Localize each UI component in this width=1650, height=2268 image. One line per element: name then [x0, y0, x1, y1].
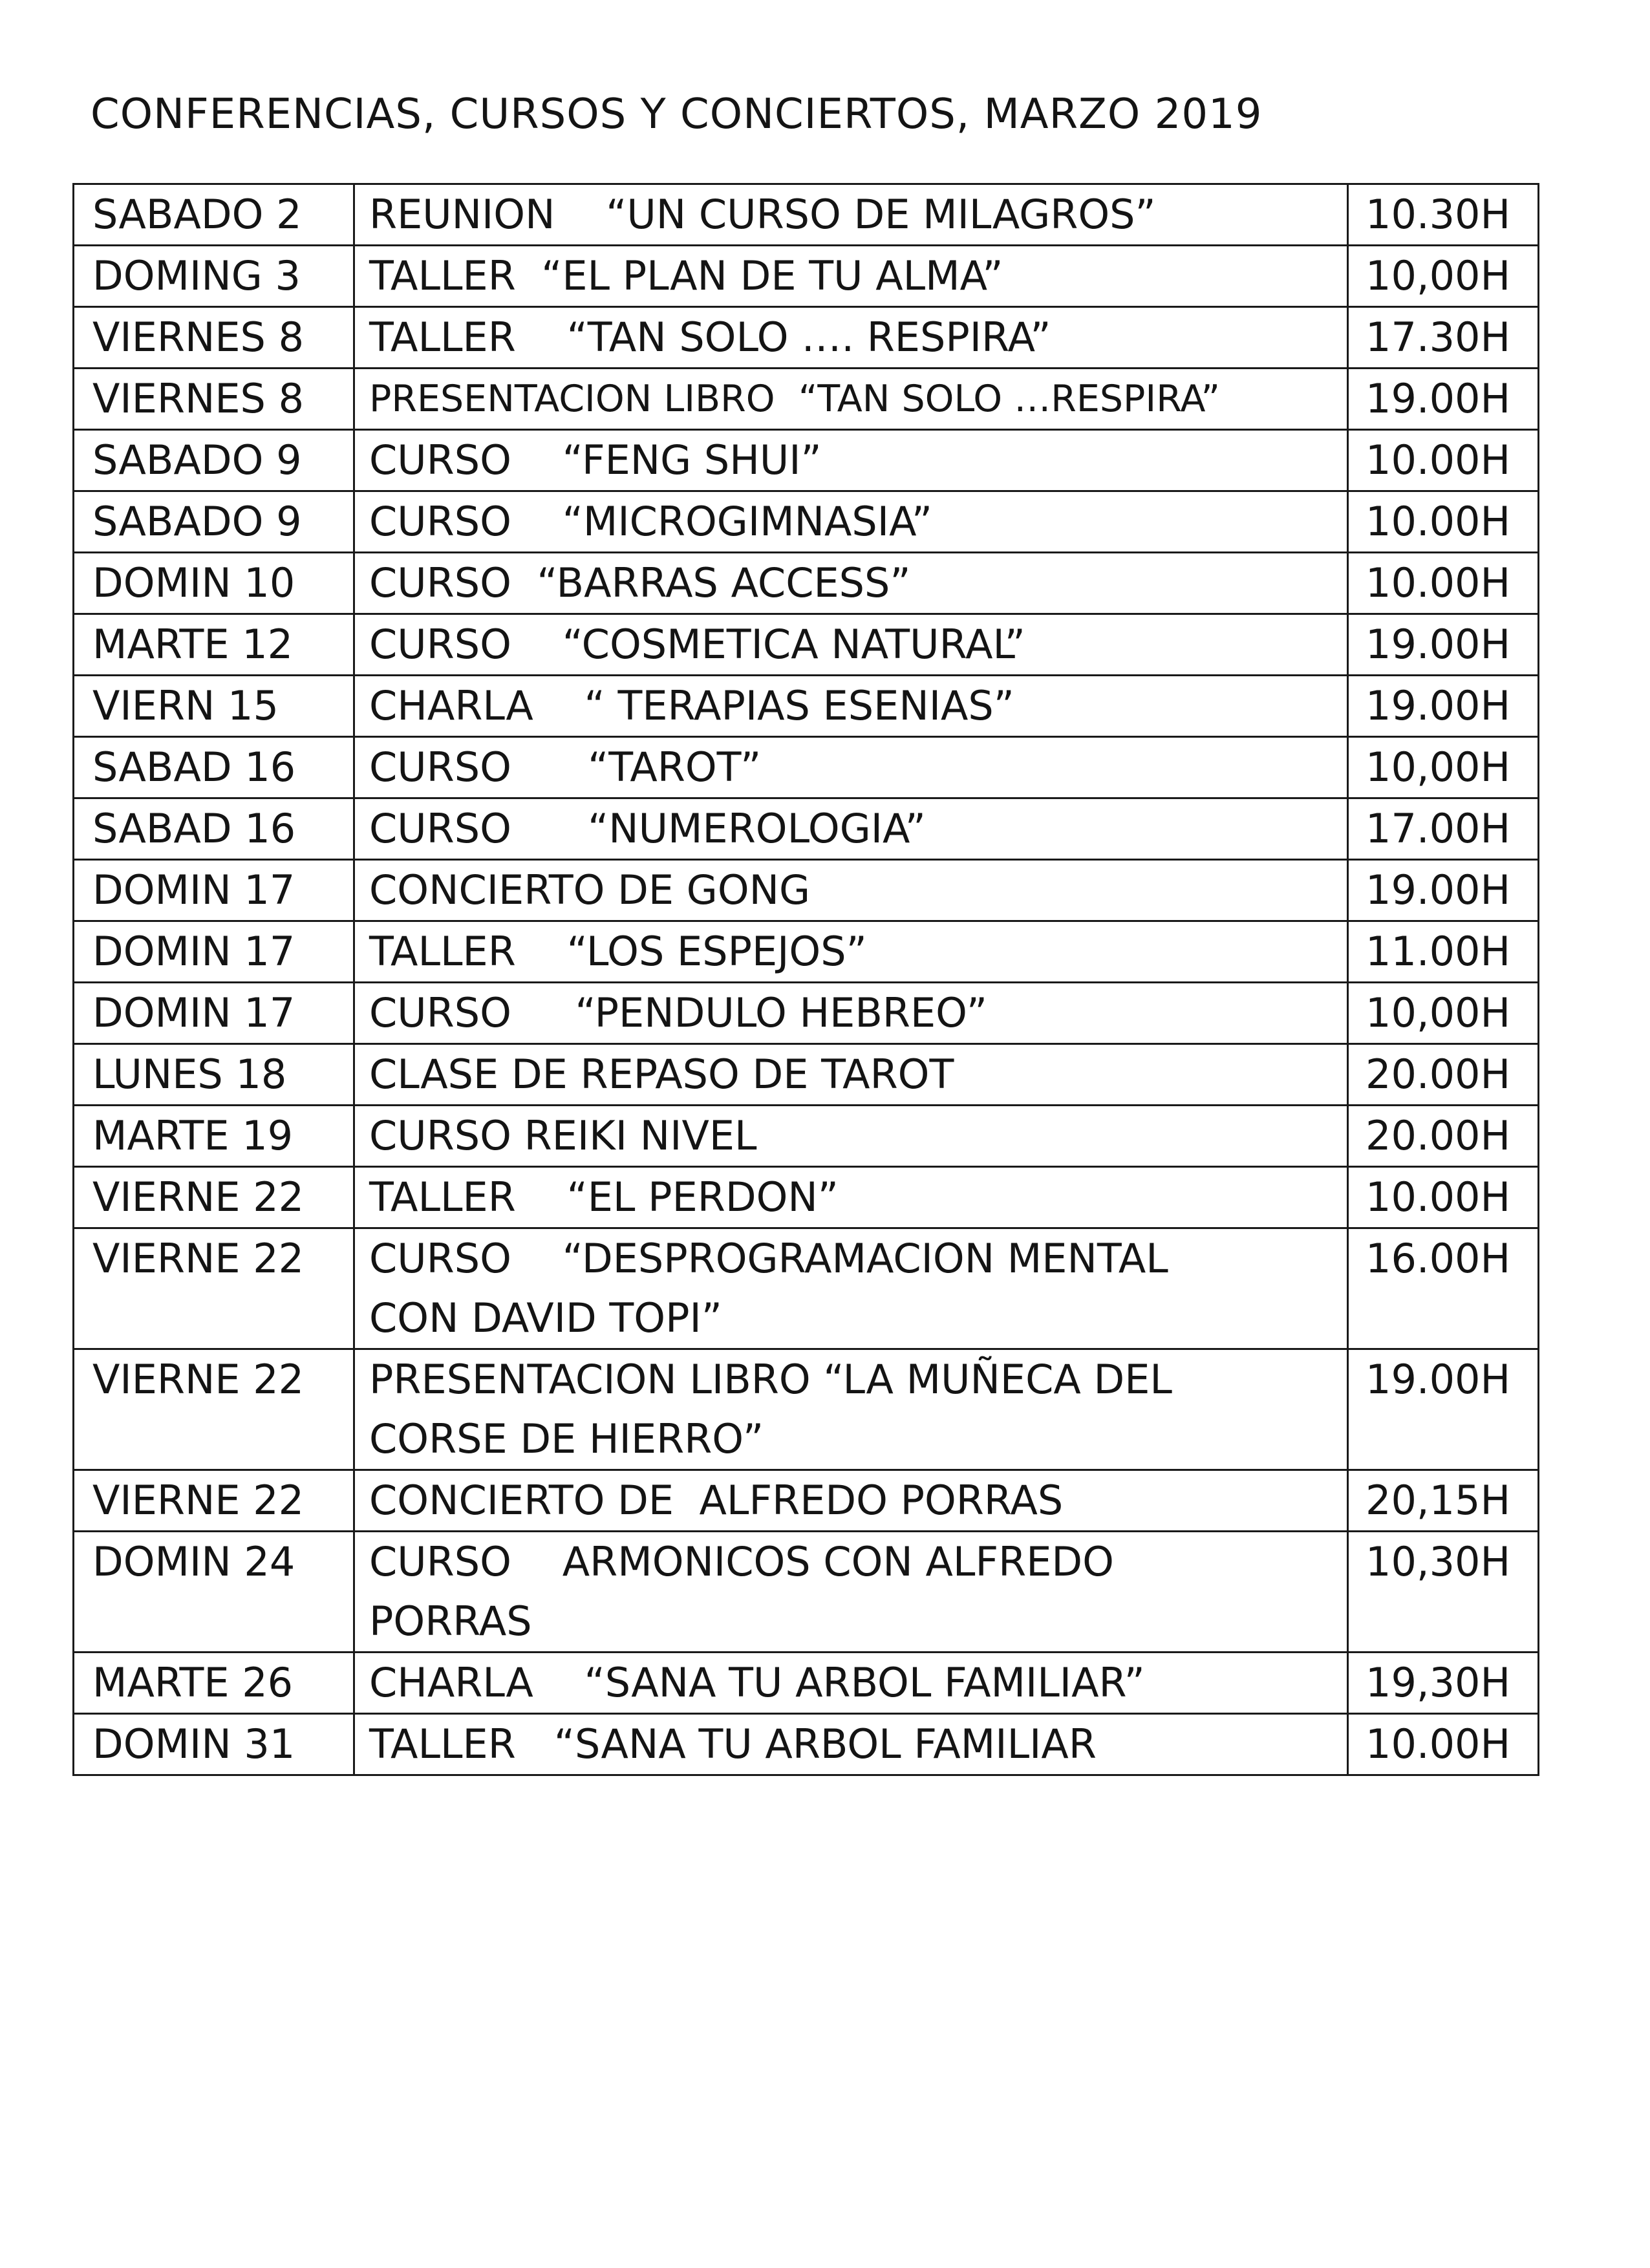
time-cell: 10.30H — [1348, 184, 1539, 246]
page-title: CONFERENCIAS, CURSOS Y CONCIERTOS, MARZO 2019 — [91, 91, 1263, 138]
event-cell: CURSO “NUMEROLOGIA” — [354, 798, 1348, 860]
event-cell: CURSO “MICROGIMNASIA” — [354, 491, 1348, 553]
time-cell: 20.00H — [1348, 1044, 1539, 1106]
time-cell: 19.00H — [1348, 369, 1539, 430]
event-cell: CHARLA “SANA TU ARBOL FAMILIAR” — [354, 1653, 1348, 1714]
event-cell: CURSO “DESPROGRAMACION MENTAL CON DAVID TOPI” — [354, 1228, 1348, 1349]
table-row — [74, 1044, 1539, 1106]
event-cell: CURSO “COSMETICA NATURAL” — [354, 614, 1348, 676]
table-row — [74, 184, 1539, 246]
table-row — [74, 1167, 1539, 1228]
time-cell: 17.00H — [1348, 798, 1539, 860]
time-cell: 10.00H — [1348, 553, 1539, 614]
table-row — [74, 1532, 1539, 1653]
time-cell: 19.00H — [1348, 860, 1539, 921]
event-cell: REUNION “UN CURSO DE MILAGROS” — [354, 184, 1348, 246]
table-row — [74, 921, 1539, 983]
event-cell: CURSO REIKI NIVEL — [354, 1106, 1348, 1167]
table-row — [74, 798, 1539, 860]
day-cell: DOMIN 17 — [74, 983, 354, 1044]
day-cell: DOMIN 10 — [74, 553, 354, 614]
time-cell: 19.00H — [1348, 1349, 1539, 1470]
table-row — [74, 1228, 1539, 1349]
day-cell: VIERNES 8 — [74, 307, 354, 369]
day-cell: DOMIN 17 — [74, 860, 354, 921]
time-cell: 10.00H — [1348, 1167, 1539, 1228]
day-cell: SABADO 2 — [74, 184, 354, 246]
day-cell: SABAD 16 — [74, 798, 354, 860]
event-cell: TALLER “LOS ESPEJOS” — [354, 921, 1348, 983]
day-cell: DOMIN 24 — [74, 1532, 354, 1653]
time-cell: 19.00H — [1348, 676, 1539, 737]
time-cell: 10.00H — [1348, 1714, 1539, 1775]
day-cell: VIERN 15 — [74, 676, 354, 737]
day-cell: MARTE 12 — [74, 614, 354, 676]
day-cell: DOMIN 17 — [74, 921, 354, 983]
event-cell: CHARLA “ TERAPIAS ESENIAS” — [354, 676, 1348, 737]
table-row — [74, 307, 1539, 369]
day-cell: VIERNE 22 — [74, 1470, 354, 1532]
time-cell: 19.00H — [1348, 614, 1539, 676]
table-row — [74, 614, 1539, 676]
day-cell: VIERNES 8 — [74, 369, 354, 430]
table-row — [74, 1653, 1539, 1714]
table-row — [74, 1106, 1539, 1167]
table-row — [74, 553, 1539, 614]
time-cell: 10,30H — [1348, 1532, 1539, 1653]
event-cell: TALLER “SANA TU ARBOL FAMILIAR — [354, 1714, 1348, 1775]
time-cell: 20,15H — [1348, 1470, 1539, 1532]
table-row — [74, 369, 1539, 430]
schedule-table — [72, 183, 1539, 1776]
day-cell: VIERNE 22 — [74, 1228, 354, 1349]
table-row — [74, 860, 1539, 921]
event-cell: CURSO “TAROT” — [354, 737, 1348, 798]
event-cell: CONCIERTO DE ALFREDO PORRAS — [354, 1470, 1348, 1532]
event-cell: TALLER “TAN SOLO …. RESPIRA” — [354, 307, 1348, 369]
event-cell: CURSO “BARRAS ACCESS” — [354, 553, 1348, 614]
table-row — [74, 983, 1539, 1044]
time-cell: 20.00H — [1348, 1106, 1539, 1167]
day-cell: SABAD 16 — [74, 737, 354, 798]
table-row — [74, 737, 1539, 798]
table-row — [74, 430, 1539, 491]
day-cell: DOMIN 31 — [74, 1714, 354, 1775]
table-row — [74, 246, 1539, 307]
time-cell: 16.00H — [1348, 1228, 1539, 1349]
table-row — [74, 676, 1539, 737]
event-cell: PRESENTACION LIBRO “TAN SOLO …RESPIRA” — [354, 369, 1348, 430]
event-cell: CONCIERTO DE GONG — [354, 860, 1348, 921]
day-cell: VIERNE 22 — [74, 1167, 354, 1228]
day-cell: SABADO 9 — [74, 430, 354, 491]
time-cell: 10.00H — [1348, 430, 1539, 491]
day-cell: SABADO 9 — [74, 491, 354, 553]
table-row — [74, 1714, 1539, 1775]
event-cell: TALLER “EL PERDON” — [354, 1167, 1348, 1228]
event-cell: CLASE DE REPASO DE TAROT — [354, 1044, 1348, 1106]
event-cell: PRESENTACION LIBRO “LA MUÑECA DEL CORSE DE HIERRO” — [354, 1349, 1348, 1470]
time-cell: 10,00H — [1348, 983, 1539, 1044]
event-cell: CURSO “PENDULO HEBREO” — [354, 983, 1348, 1044]
event-cell: TALLER “EL PLAN DE TU ALMA” — [354, 246, 1348, 307]
day-cell: MARTE 26 — [74, 1653, 354, 1714]
time-cell: 10,00H — [1348, 737, 1539, 798]
event-cell: CURSO ARMONICOS CON ALFREDO PORRAS — [354, 1532, 1348, 1653]
day-cell: MARTE 19 — [74, 1106, 354, 1167]
event-cell: CURSO “FENG SHUI” — [354, 430, 1348, 491]
time-cell: 19,30H — [1348, 1653, 1539, 1714]
day-cell: LUNES 18 — [74, 1044, 354, 1106]
table-row — [74, 491, 1539, 553]
day-cell: DOMING 3 — [74, 246, 354, 307]
table-row — [74, 1470, 1539, 1532]
time-cell: 10,00H — [1348, 246, 1539, 307]
time-cell: 11.00H — [1348, 921, 1539, 983]
time-cell: 10.00H — [1348, 491, 1539, 553]
table-row — [74, 1349, 1539, 1470]
time-cell: 17.30H — [1348, 307, 1539, 369]
day-cell: VIERNE 22 — [74, 1349, 354, 1470]
